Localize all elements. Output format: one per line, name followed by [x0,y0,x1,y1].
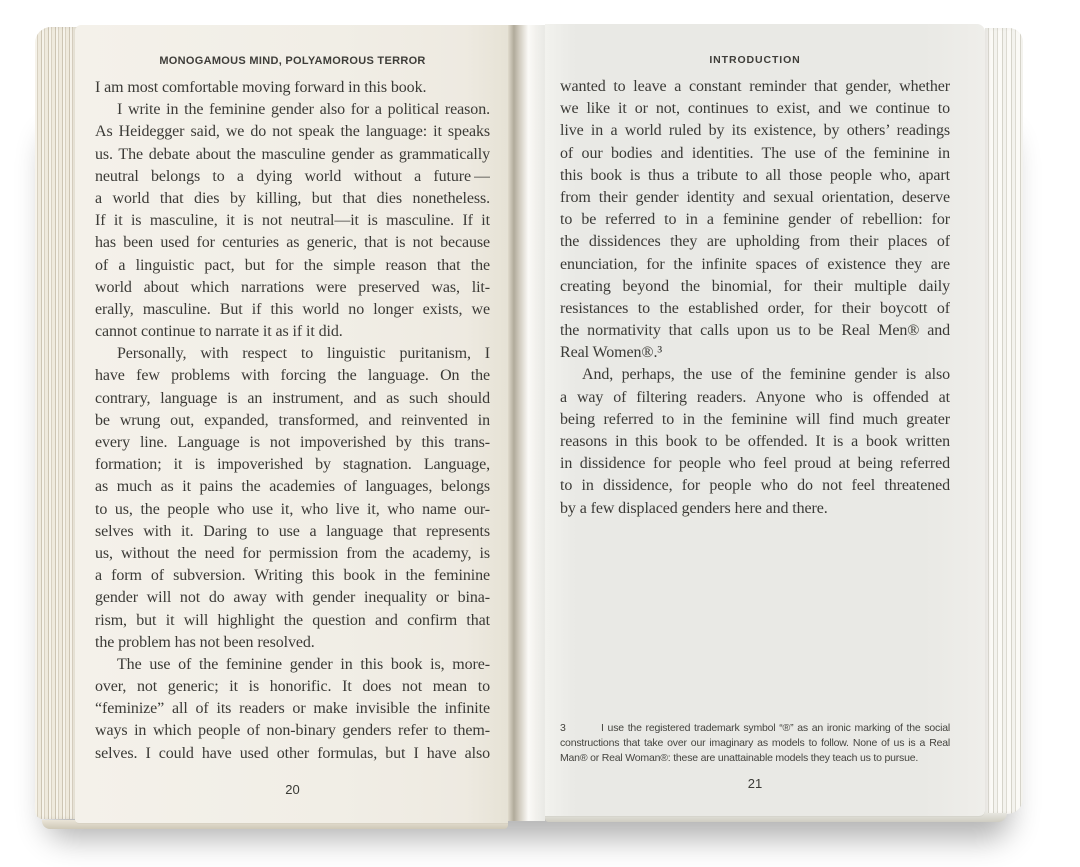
left-body-text [95,77,490,765]
text-line: I am most comfortable moving forward in this book. [95,79,427,96]
left-page-number: 20 [285,782,300,797]
footnote-line: Man® or Real Woman®: these are unattainable models they teach us to pursue. [560,752,919,764]
text-line: of our bodies and identities. The use of the feminine in [560,144,950,162]
left-fore-edge-pages [35,27,77,819]
text-line: rism, but it will highlight the question and confirm that [95,611,490,629]
text-line: reasons in this book to be offended. It is a book written [560,433,950,450]
text-line: And, perhaps, the use of the feminine gender is also [582,366,950,384]
text-line: to in dissidence, for people who do not feel threatened [560,477,950,495]
text-line: enunciation, for the infinite spaces of existence they are [560,255,950,273]
right-page-number: 21 [747,776,763,791]
text-line: wanted to leave a constant reminder that gender, whether [560,78,950,95]
text-line: being referred to in the feminine will find much greater [560,410,950,428]
text-line: in dissidence for people who feel proud at being referred [560,455,950,473]
text-line: If it is masculine, it is not neutral—it is masculine. If it [95,212,490,230]
book-gutter [508,25,545,821]
right-body-text [560,76,950,520]
text-line: ways in which people of non-binary genders refer to them- [95,722,490,740]
right-running-head: INTRODUCTION [709,54,801,66]
text-line: of a linguistic pact, but for the simple reason that the [95,256,490,274]
text-line: Personally, with respect to linguistic puritanism, I [117,345,490,363]
text-line: formation; it is impoverished by stagnation. Language, [95,456,490,474]
text-line: every line. Language is not impoverished by this trans- [95,434,490,451]
text-line: cannot continue to narrate it as if it did. [95,323,343,341]
footnote-marker: 3 [560,722,566,734]
text-line: has been used for centuries as generic, that is not because [95,234,490,252]
text-line: we like it or not, continues to exist, and we continue to [560,100,950,118]
text-line: live in a world ruled by its existence, by others’ readings [560,122,950,140]
text-line: as much as it pains the academies of languages, belongs [95,478,490,496]
text-line: a way of filtering readers. Anyone who is offended at [560,388,950,406]
footnote-text: I use the registered trademark symbol “®” as an ironic marking of the social [601,722,950,734]
text-line: erally, masculine. But if this world no longer exists, we [95,300,490,318]
text-line: “feminize” all of its readers or make invisible the infinite [95,700,490,718]
text-line: from their gender identity and sexual orientation, deserve [560,188,950,206]
left-running-head: MONOGAMOUS MIND, POLYAMOROUS TERROR [159,55,426,67]
text-line: a world that dies by killing, but that dies nonetheless. [95,189,490,207]
text-line: The use of the feminine gender in this book is, more- [117,655,490,673]
text-line: selves with it. Daring to use a language that represents [95,522,490,540]
text-line: I write in the feminine gender also for a political reason. [117,101,490,119]
text-line: have few problems with forcing the language. On the [95,367,490,385]
text-line: by a few displaced genders here and there. [560,499,828,517]
text-line: us, without the need for permission from the academy, is [95,544,490,562]
text-line: this book is thus a tribute to all those people who, apart [560,166,950,184]
footnote-line: constructions that take over our imaginary as models to follow. None of us is a Real [560,737,950,749]
text-line: the normativity that calls upon us to be Real Men® and [560,322,950,340]
footnote [560,721,950,766]
text-line: gender will not do away with gender inequality or bina- [95,589,490,607]
footnote-line [560,721,950,736]
text-line: creating beyond the binomial, for their multiple daily [560,277,950,295]
text-line: be wrung out, expanded, transformed, and reinvented in [95,411,490,429]
text-line: over, not generic; it is honorific. It does not mean to [95,678,490,696]
text-line: the dissidences they are upholding from their places of [560,233,950,251]
text-line: As Heidegger said, we do not speak the language: it speaks [95,123,490,141]
text-line: resistances to the established order, for their boycott of [560,299,950,317]
text-line: Real Women®.³ [560,344,663,362]
text-line: a form of subversion. Writing this book in the feminine [95,567,490,585]
text-line: neutral belongs to a dying world without a future — [95,167,490,185]
left-page [75,25,508,824]
right-page [545,24,985,817]
text-line: to be referred to in a feminine gender of rebellion: for [560,211,950,229]
text-line: the problem has not been resolved. [95,633,315,651]
text-line: to us, the people who use it, who live it, who name our- [95,500,490,518]
text-line: us. The debate about the masculine gender as grammatically [95,145,490,163]
text-line: selves. I could have used other formulas, but I have also [95,744,490,762]
right-fore-edge-pages [985,28,1023,814]
text-line: contrary, language is an instrument, and as such should [95,389,490,407]
text-line: world about which narrations were preserved was, lit- [95,278,490,296]
